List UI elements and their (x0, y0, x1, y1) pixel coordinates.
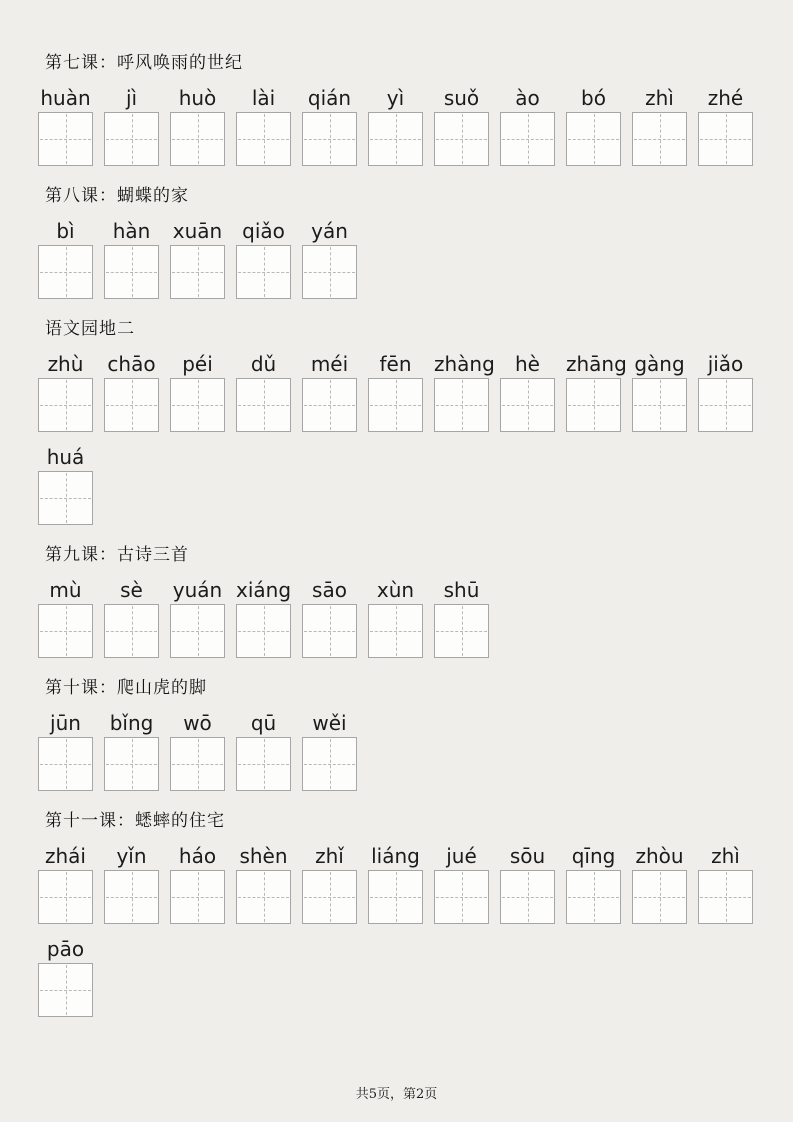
pinyin-label: zhé (707, 86, 744, 110)
pinyin-column (236, 712, 291, 791)
pinyin-label: jué (446, 844, 477, 868)
grid-horizontal-guide (106, 139, 157, 140)
pinyin-grid-row (38, 353, 793, 432)
grid-horizontal-guide (700, 139, 751, 140)
pinyin-label: huò (178, 86, 217, 110)
writing-grid-cell (302, 604, 357, 658)
pinyin-column (566, 845, 621, 924)
grid-horizontal-guide (238, 272, 289, 273)
writing-grid-cell (302, 245, 357, 299)
grid-horizontal-guide (172, 764, 223, 765)
writing-grid-cell (104, 378, 159, 432)
grid-horizontal-guide (304, 631, 355, 632)
pinyin-column (38, 938, 93, 1017)
grid-horizontal-guide (238, 405, 289, 406)
grid-horizontal-guide (40, 631, 91, 632)
pinyin-label: zhái (45, 844, 86, 868)
pinyin-label: qiǎo (242, 219, 285, 243)
writing-grid-cell (38, 604, 93, 658)
pinyin-label: xùn (376, 578, 415, 602)
writing-grid-cell (434, 112, 489, 166)
pinyin-label: zhì (711, 844, 740, 868)
pinyin-label: gàng (634, 352, 685, 376)
lesson-section (38, 678, 793, 791)
writing-grid-cell (236, 604, 291, 658)
writing-grid-cell (632, 870, 687, 924)
grid-horizontal-guide (370, 139, 421, 140)
grid-horizontal-guide (436, 631, 487, 632)
grid-horizontal-guide (106, 405, 157, 406)
writing-grid-cell (500, 112, 555, 166)
lesson-section (38, 53, 793, 166)
pinyin-label: bǐng (109, 711, 154, 735)
grid-horizontal-guide (172, 897, 223, 898)
pinyin-label: fēn (379, 352, 412, 376)
pinyin-label: hàn (112, 219, 151, 243)
pinyin-label: jì (125, 86, 138, 110)
writing-grid-cell (434, 604, 489, 658)
writing-grid-cell (302, 870, 357, 924)
pinyin-column (170, 220, 225, 299)
pinyin-label: méi (310, 352, 349, 376)
grid-horizontal-guide (568, 139, 619, 140)
pinyin-column (170, 845, 225, 924)
writing-grid-cell (500, 870, 555, 924)
writing-grid-cell (170, 870, 225, 924)
grid-horizontal-guide (502, 897, 553, 898)
grid-horizontal-guide (436, 405, 487, 406)
pinyin-label: shèn (239, 844, 288, 868)
grid-horizontal-guide (106, 272, 157, 273)
grid-horizontal-guide (106, 897, 157, 898)
pinyin-label: chāo (107, 352, 156, 376)
writing-grid-cell (104, 245, 159, 299)
pinyin-column (38, 220, 93, 299)
grid-horizontal-guide (238, 897, 289, 898)
section-title: 语文园地二 (45, 319, 135, 339)
writing-grid-cell (698, 112, 753, 166)
pinyin-column (500, 87, 555, 166)
writing-grid-cell (368, 870, 423, 924)
pinyin-column (104, 579, 159, 658)
grid-horizontal-guide (436, 897, 487, 898)
pinyin-label: qū (250, 711, 277, 735)
pinyin-column (434, 579, 489, 658)
pinyin-column (38, 87, 93, 166)
grid-horizontal-guide (172, 631, 223, 632)
pinyin-label: wěi (312, 711, 347, 735)
section-title: 第九课：古诗三首 (45, 545, 189, 565)
pinyin-column (104, 353, 159, 432)
pinyin-label: yuán (172, 578, 223, 602)
grid-horizontal-guide (238, 139, 289, 140)
pinyin-label: bì (56, 219, 75, 243)
writing-grid-cell (368, 378, 423, 432)
pinyin-column (698, 845, 753, 924)
pinyin-label: háo (178, 844, 217, 868)
pinyin-label: zhòu (635, 844, 684, 868)
pinyin-label: qīng (571, 844, 616, 868)
pinyin-label: zhì (645, 86, 674, 110)
writing-grid-cell (104, 112, 159, 166)
pinyin-grid-row (38, 220, 793, 299)
grid-horizontal-guide (370, 631, 421, 632)
grid-horizontal-guide (700, 405, 751, 406)
pinyin-label: liáng (371, 844, 420, 868)
pinyin-label: sāo (312, 578, 347, 602)
pinyin-column (104, 845, 159, 924)
grid-horizontal-guide (634, 139, 685, 140)
writing-grid-cell (170, 378, 225, 432)
lesson-section (38, 545, 793, 658)
pinyin-column (434, 845, 489, 924)
writing-grid-cell (104, 737, 159, 791)
section-title: 第七课：呼风唤雨的世纪 (45, 53, 243, 73)
pinyin-column (368, 579, 423, 658)
writing-grid-cell (500, 378, 555, 432)
grid-horizontal-guide (172, 272, 223, 273)
pinyin-column (302, 845, 357, 924)
grid-horizontal-guide (304, 897, 355, 898)
pinyin-column (368, 87, 423, 166)
pinyin-label: jūn (50, 711, 81, 735)
pinyin-column (236, 579, 291, 658)
writing-grid-cell (632, 112, 687, 166)
pinyin-label: wō (183, 711, 212, 735)
pinyin-column (302, 87, 357, 166)
writing-grid-cell (170, 245, 225, 299)
pinyin-column (104, 712, 159, 791)
pinyin-column (236, 87, 291, 166)
pinyin-label: sè (120, 578, 143, 602)
pinyin-column (170, 712, 225, 791)
pinyin-label: huá (46, 445, 85, 469)
pinyin-label: bó (581, 86, 606, 110)
writing-grid-cell (698, 378, 753, 432)
pinyin-column (170, 353, 225, 432)
pinyin-column (38, 579, 93, 658)
pinyin-column (38, 845, 93, 924)
pinyin-label: yì (386, 86, 405, 110)
grid-horizontal-guide (436, 139, 487, 140)
pinyin-column (170, 579, 225, 658)
section-title: 第八课：蝴蝶的家 (45, 186, 189, 206)
grid-horizontal-guide (106, 631, 157, 632)
pinyin-column (632, 845, 687, 924)
grid-horizontal-guide (40, 139, 91, 140)
section-rows (38, 353, 793, 525)
writing-grid-cell (236, 112, 291, 166)
grid-horizontal-guide (304, 405, 355, 406)
pinyin-label: zhàng (434, 352, 495, 376)
pinyin-column (632, 353, 687, 432)
writing-grid-cell (236, 245, 291, 299)
writing-grid-cell (38, 471, 93, 525)
grid-horizontal-guide (304, 764, 355, 765)
pinyin-label: suǒ (443, 86, 480, 110)
grid-horizontal-guide (238, 631, 289, 632)
section-title: 第十一课：蟋蟀的住宅 (45, 811, 225, 831)
section-rows (38, 87, 793, 166)
pinyin-grid-row (38, 938, 793, 1017)
writing-grid-cell (170, 112, 225, 166)
writing-grid-cell (38, 870, 93, 924)
grid-horizontal-guide (304, 139, 355, 140)
pinyin-column (38, 446, 93, 525)
pinyin-column (500, 845, 555, 924)
grid-horizontal-guide (238, 764, 289, 765)
pinyin-label: xuān (172, 219, 223, 243)
pinyin-column (236, 353, 291, 432)
grid-horizontal-guide (370, 897, 421, 898)
section-rows (38, 579, 793, 658)
grid-horizontal-guide (40, 272, 91, 273)
pinyin-label: xiáng (236, 578, 292, 602)
pinyin-label: ào (515, 86, 540, 110)
pinyin-column (302, 712, 357, 791)
writing-grid-cell (236, 378, 291, 432)
grid-horizontal-guide (40, 897, 91, 898)
writing-grid-cell (698, 870, 753, 924)
grid-horizontal-guide (106, 764, 157, 765)
writing-grid-cell (302, 112, 357, 166)
writing-grid-cell (38, 963, 93, 1017)
pinyin-label: hè (515, 352, 540, 376)
writing-grid-cell (38, 737, 93, 791)
writing-grid-cell (104, 604, 159, 658)
writing-grid-cell (38, 245, 93, 299)
writing-grid-cell (368, 112, 423, 166)
pinyin-label: yán (311, 219, 348, 243)
writing-grid-cell (368, 604, 423, 658)
pinyin-label: zhù (47, 352, 84, 376)
pinyin-label: sōu (509, 844, 546, 868)
pinyin-column (104, 87, 159, 166)
pinyin-column (434, 352, 495, 432)
section-rows (38, 220, 793, 299)
pinyin-column (434, 87, 489, 166)
pinyin-grid-row (38, 712, 793, 791)
pinyin-label: péi (182, 352, 213, 376)
pinyin-column (170, 87, 225, 166)
writing-grid-cell (566, 378, 621, 432)
section-title: 第十课：爬山虎的脚 (45, 678, 207, 698)
grid-horizontal-guide (40, 990, 91, 991)
grid-horizontal-guide (568, 405, 619, 406)
pinyin-column (302, 220, 357, 299)
lesson-section (38, 811, 793, 1017)
grid-horizontal-guide (634, 405, 685, 406)
pinyin-grid-row (38, 87, 793, 166)
pinyin-column (500, 353, 555, 432)
lesson-section (38, 319, 793, 525)
writing-grid-cell (434, 378, 489, 432)
pinyin-column (368, 845, 423, 924)
writing-grid-cell (236, 870, 291, 924)
pinyin-label: zhǐ (315, 844, 344, 868)
pinyin-column (698, 353, 753, 432)
grid-horizontal-guide (304, 272, 355, 273)
grid-horizontal-guide (370, 405, 421, 406)
writing-grid-cell (38, 378, 93, 432)
pinyin-grid-row (38, 845, 793, 924)
pinyin-label: shū (443, 578, 480, 602)
pinyin-column (566, 87, 621, 166)
writing-grid-cell (38, 112, 93, 166)
grid-horizontal-guide (700, 897, 751, 898)
pinyin-label: pāo (46, 937, 85, 961)
writing-grid-cell (170, 604, 225, 658)
writing-grid-cell (632, 378, 687, 432)
pinyin-column (236, 845, 291, 924)
pinyin-column (236, 220, 291, 299)
writing-grid-cell (302, 737, 357, 791)
writing-grid-cell (236, 737, 291, 791)
pinyin-column (302, 579, 357, 658)
grid-horizontal-guide (502, 405, 553, 406)
grid-horizontal-guide (172, 139, 223, 140)
writing-grid-cell (302, 378, 357, 432)
section-rows (38, 712, 793, 791)
pinyin-label: dǔ (250, 352, 277, 376)
section-rows (38, 845, 793, 1017)
writing-grid-cell (104, 870, 159, 924)
grid-horizontal-guide (40, 764, 91, 765)
grid-horizontal-guide (40, 498, 91, 499)
pinyin-label: zhāng (566, 352, 627, 376)
pinyin-grid-row (38, 579, 793, 658)
page-number-footer: 共5页，第2页 (355, 1087, 438, 1102)
writing-grid-cell (170, 737, 225, 791)
grid-horizontal-guide (568, 897, 619, 898)
writing-grid-cell (434, 870, 489, 924)
pinyin-column (632, 87, 687, 166)
pinyin-grid-row (38, 446, 793, 525)
grid-horizontal-guide (172, 405, 223, 406)
grid-horizontal-guide (502, 139, 553, 140)
pinyin-label: lài (251, 86, 276, 110)
pinyin-label: jiǎo (707, 352, 744, 376)
pinyin-column (302, 353, 357, 432)
writing-grid-cell (566, 112, 621, 166)
pinyin-label: mù (49, 578, 82, 602)
lesson-section (38, 186, 793, 299)
pinyin-label: huàn (40, 86, 91, 110)
grid-horizontal-guide (40, 405, 91, 406)
pinyin-column (368, 353, 423, 432)
pinyin-column (104, 220, 159, 299)
pinyin-label: qián (307, 86, 352, 110)
pinyin-column (698, 87, 753, 166)
pinyin-label: yǐn (116, 844, 147, 868)
grid-horizontal-guide (634, 897, 685, 898)
pinyin-column (566, 352, 627, 432)
pinyin-column (38, 712, 93, 791)
writing-grid-cell (566, 870, 621, 924)
pinyin-column (38, 353, 93, 432)
